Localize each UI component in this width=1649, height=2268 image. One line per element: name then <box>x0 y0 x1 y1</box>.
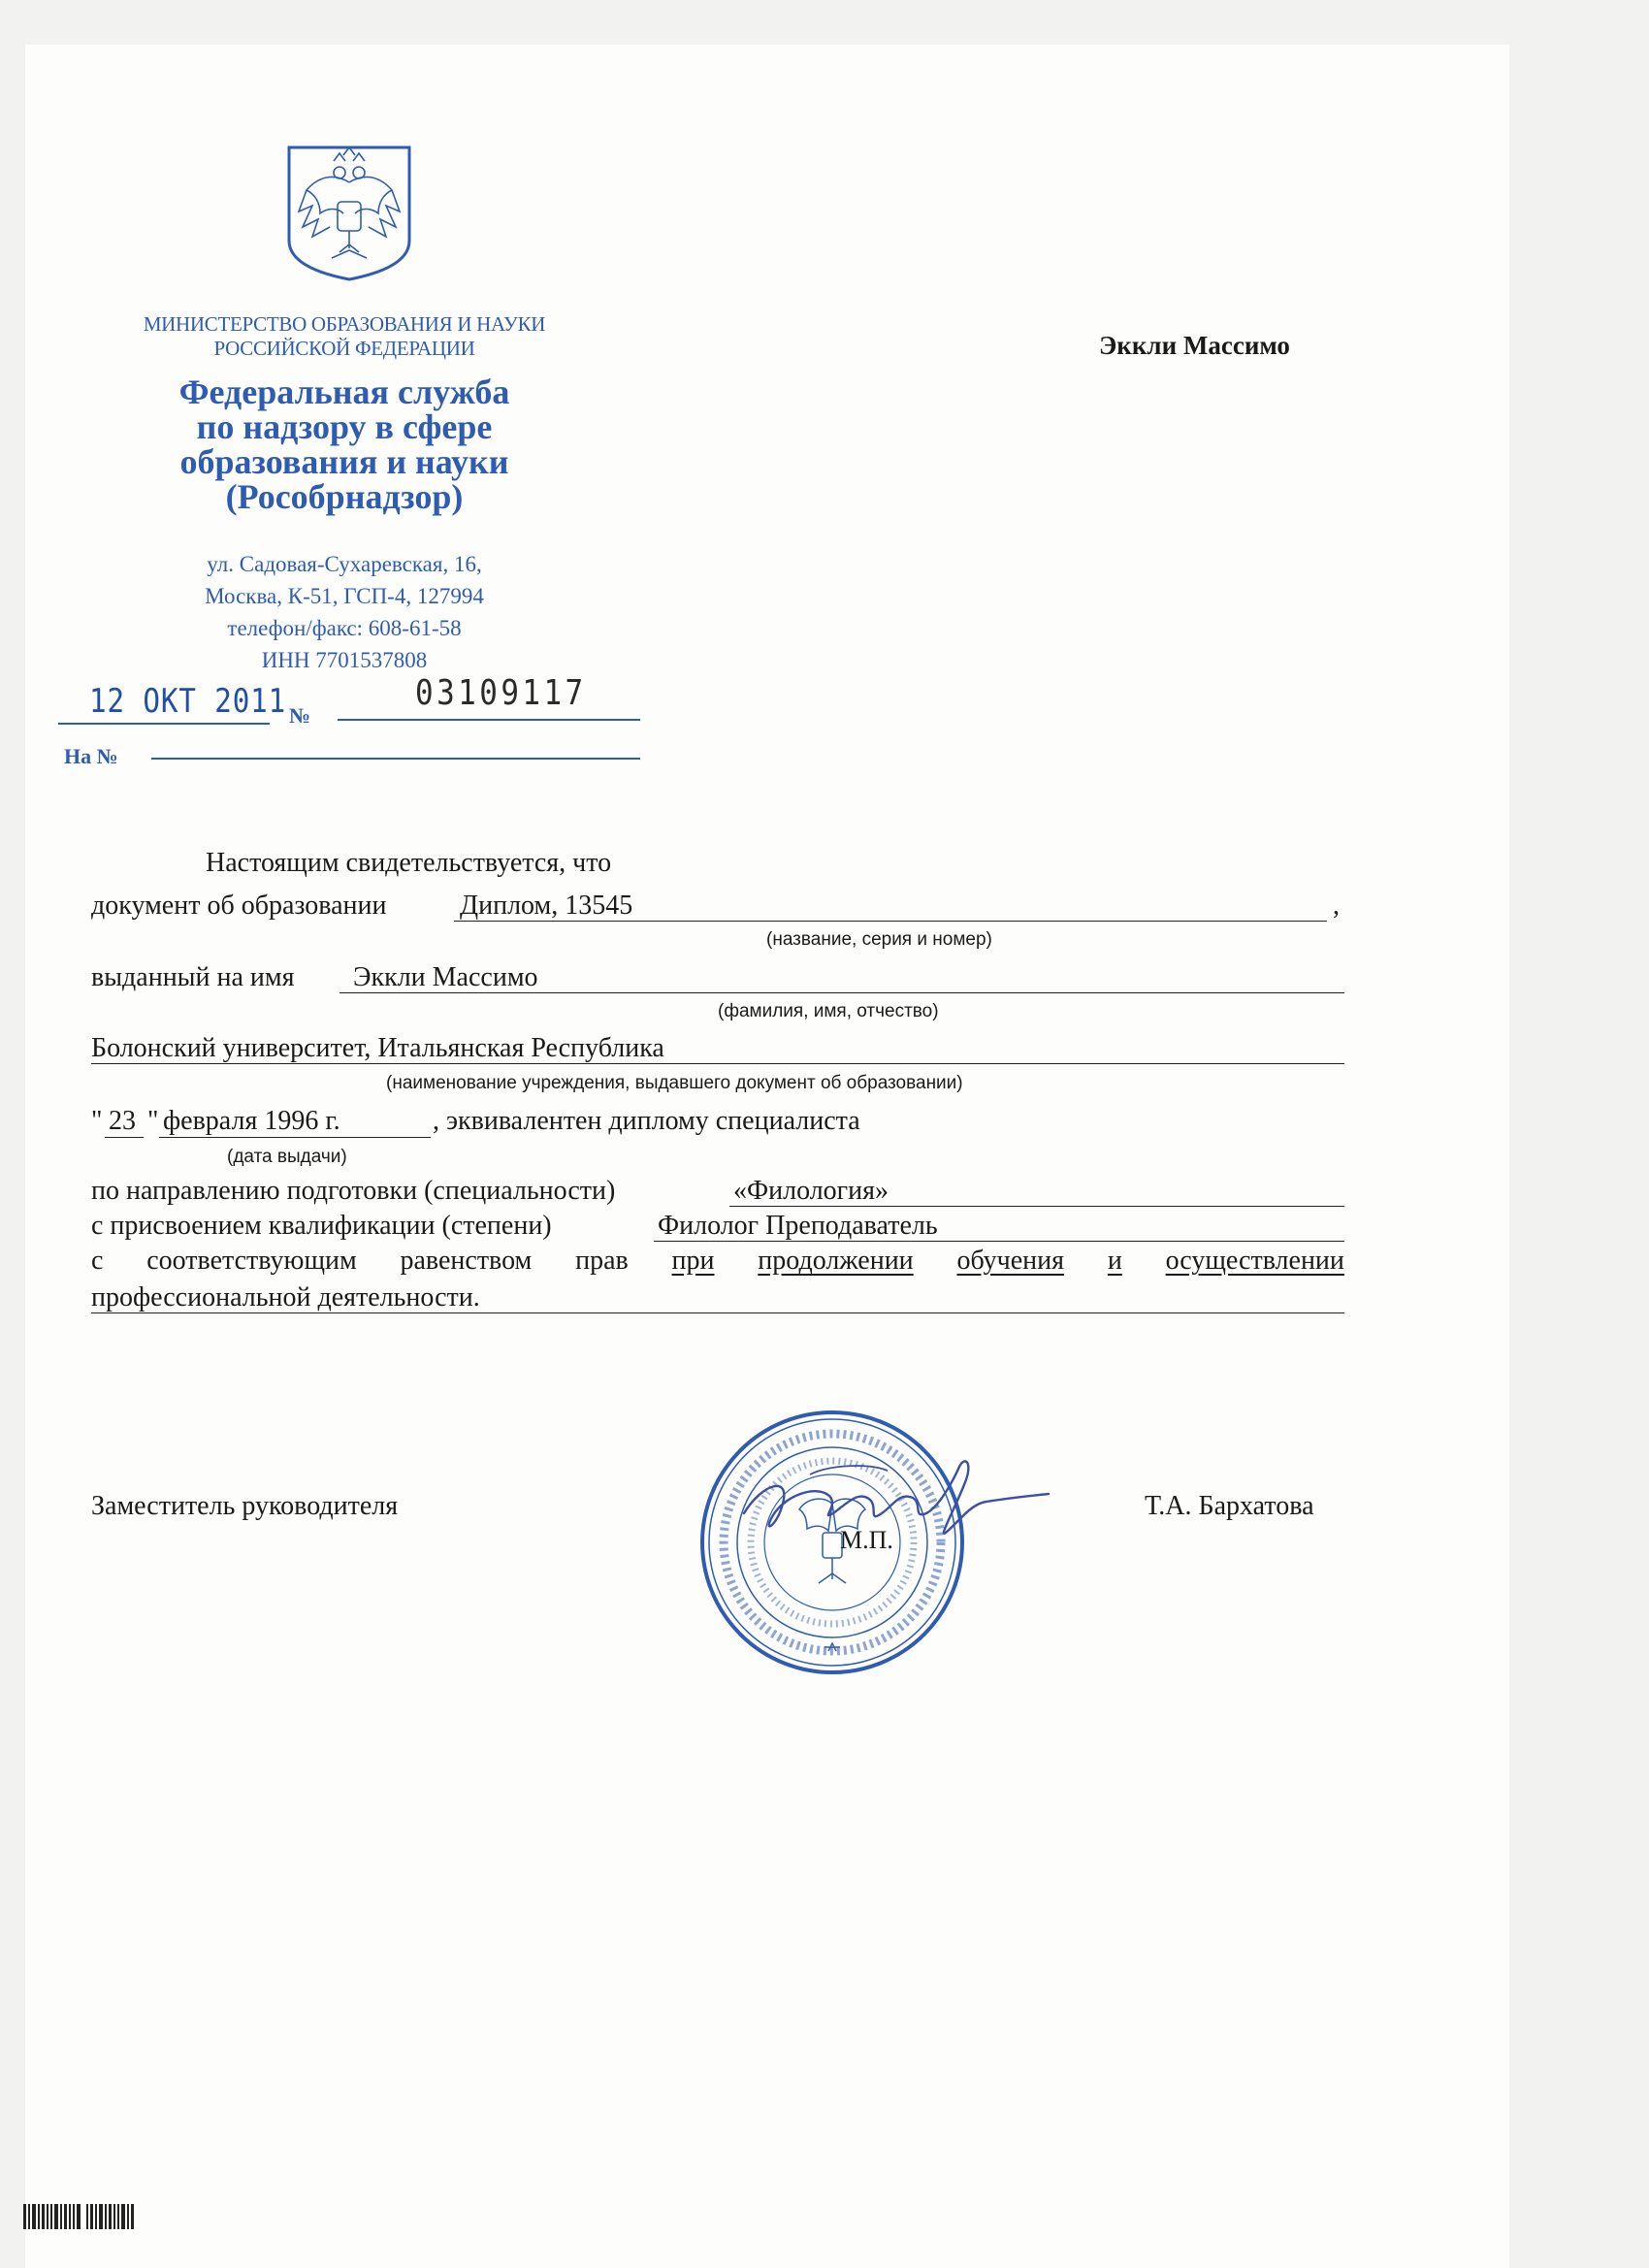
registration-date: 12 ОКТ 2011 <box>89 682 287 721</box>
reply-to-label: На № <box>64 744 118 768</box>
qualification-value: Филолог Преподаватель <box>658 1211 938 1241</box>
document-comma: , <box>1333 891 1340 921</box>
document-value-line <box>454 921 1327 922</box>
date-day-line <box>105 1137 144 1138</box>
registration-number: 03109117 <box>415 673 587 713</box>
date-rest-line <box>159 1137 431 1138</box>
date-day: 23 <box>109 1106 136 1136</box>
stamp-mark: М.П. <box>840 1526 893 1554</box>
institution-value: Болонский университет, Итальянская Республика <box>91 1033 664 1063</box>
registration-number-line <box>338 719 640 721</box>
agency-name <box>97 374 592 514</box>
issued-label: выданный на имя <box>91 962 295 992</box>
ministry-heading <box>97 312 592 361</box>
registration-number-label: № <box>289 703 311 728</box>
reply-to-line <box>151 758 640 760</box>
ministry-line-2: РОССИЙСКОЙ ФЕДЕРАЦИИ <box>213 337 475 360</box>
document-hint: (название, серия и номер) <box>766 929 992 950</box>
recipient-name: Эккли Массимо <box>1099 331 1290 360</box>
document-label: документ об образовании <box>91 891 387 921</box>
rights-line-2: профессиональной деятельности. <box>91 1282 480 1312</box>
date-open-quote: " <box>91 1106 103 1136</box>
date-hint: (дата выдачи) <box>227 1147 347 1167</box>
coat-of-arms-icon <box>285 144 413 281</box>
qualification-label: с присвоением квалификации (степени) <box>91 1211 552 1241</box>
issued-hint: (фамилия, имя, отчество) <box>718 1001 939 1021</box>
rights-line-2-underline <box>91 1312 1344 1313</box>
institution-value-line <box>91 1063 1344 1064</box>
equivalent-text: , эквивалентен диплому специалиста <box>433 1106 860 1136</box>
issued-value: Эккли Массимо <box>353 962 538 992</box>
agency-line-3: образования и науки <box>179 442 509 481</box>
institution-hint: (наименование учреждения, выдавшего документ об образовании) <box>386 1073 963 1093</box>
rights-word: и <box>1107 1246 1122 1276</box>
rights-word: при <box>671 1246 715 1276</box>
inn-line: ИНН 7701537808 <box>261 648 428 672</box>
qualification-value-line <box>654 1241 1344 1242</box>
rights-word: соответствующим <box>146 1246 357 1276</box>
specialty-value-line <box>729 1206 1344 1207</box>
rights-word: равенством <box>400 1246 533 1276</box>
rights-word: с <box>91 1246 104 1276</box>
agency-line-1: Федеральная служба <box>178 373 510 411</box>
signatory-position: Заместитель руководителя <box>91 1491 399 1521</box>
rights-word: осуществлении <box>1165 1246 1344 1276</box>
specialty-label: по направлению подготовки (специальности) <box>91 1176 616 1206</box>
barcode-icon <box>23 2204 136 2229</box>
address-line-2: Москва, К-51, ГСП-4, 127994 <box>205 584 484 608</box>
specialty-value: «Филология» <box>733 1176 889 1206</box>
rights-word: прав <box>575 1246 629 1276</box>
rights-word: продолжении <box>758 1246 914 1276</box>
ministry-line-1: МИНИСТЕРСТВО ОБРАЗОВАНИЯ И НАУКИ <box>143 312 546 336</box>
date-rest: февраля 1996 г. <box>163 1106 340 1136</box>
date-close-quote: " <box>147 1106 159 1136</box>
agency-address <box>97 548 592 676</box>
document-value: Диплом, 13545 <box>460 891 633 921</box>
issued-value-line <box>340 992 1344 993</box>
phone-line: телефон/факс: 608-61-58 <box>227 616 462 640</box>
agency-line-4: (Рособрнадзор) <box>225 477 464 516</box>
rights-word: обучения <box>956 1246 1065 1276</box>
rights-line-1 <box>91 1246 1344 1277</box>
agency-line-2: по надзору в сфере <box>196 407 493 446</box>
registration-date-line <box>58 723 270 725</box>
signatory-name: Т.А. Бархатова <box>1145 1491 1314 1521</box>
intro-text: Настоящим свидетельствуется, что <box>206 848 612 878</box>
address-line-1: ул. Садовая-Сухаревская, 16, <box>207 552 482 576</box>
